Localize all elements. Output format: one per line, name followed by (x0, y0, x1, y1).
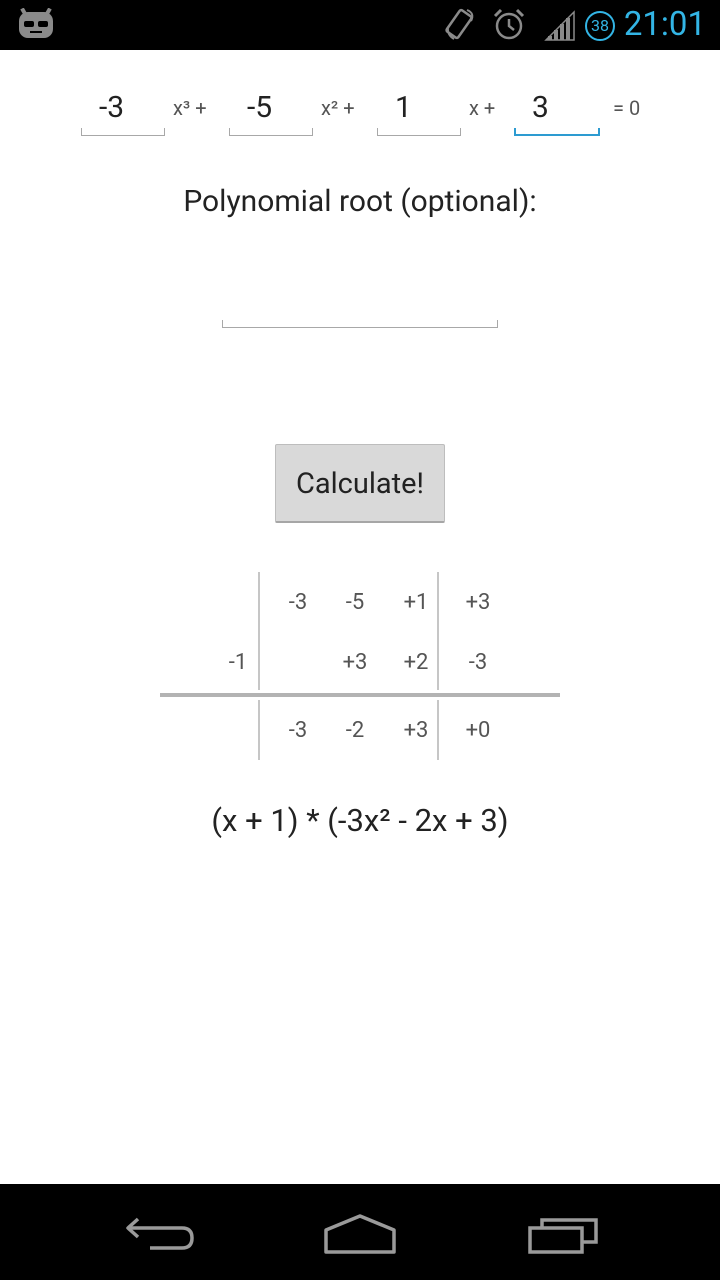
rotation-icon (445, 7, 477, 43)
table-cell: +3 (342, 650, 368, 675)
table-cell: -5 (345, 590, 365, 615)
status-time: 21:01 (623, 5, 706, 44)
signal-icon (544, 10, 576, 42)
input-underline (377, 128, 461, 136)
battery-level: 38 (591, 16, 609, 35)
table-separator (160, 693, 560, 697)
coefficient-x3-input[interactable] (81, 90, 165, 136)
main-content (0, 50, 720, 1184)
term-x1-label: x + (469, 96, 496, 120)
status-bar (0, 0, 720, 50)
calculate-button[interactable]: Calculate! (275, 444, 445, 523)
navigation-bar (0, 1184, 720, 1280)
table-cell: -3 (468, 650, 488, 675)
root-value-cell: -1 (228, 650, 248, 675)
coefficient-x0-input[interactable] (514, 90, 600, 136)
coefficient-x0-value: 3 (532, 90, 549, 125)
alarm-icon (492, 8, 526, 42)
table-cell: +3 (465, 590, 491, 615)
root-input[interactable] (222, 312, 498, 328)
term-x2-label: x² + (321, 96, 355, 120)
coefficient-x1-input[interactable] (377, 90, 461, 136)
home-icon[interactable] (320, 1212, 400, 1256)
table-divider (258, 700, 260, 760)
coefficient-x2-input[interactable] (229, 90, 313, 136)
coefficient-x2-value: -5 (247, 90, 273, 125)
input-underline (81, 128, 165, 136)
table-cell: +2 (403, 650, 429, 675)
equals-zero-label: = 0 (613, 96, 641, 120)
back-icon[interactable] (120, 1214, 200, 1254)
input-underline (229, 128, 313, 136)
coefficient-x3-value: -3 (99, 90, 125, 125)
input-underline-focused (514, 128, 600, 136)
root-label: Polynomial root (optional): (183, 184, 537, 219)
recent-apps-icon[interactable] (524, 1214, 604, 1256)
remainder-cell: +0 (465, 718, 491, 743)
result-cell: -3 (288, 718, 308, 743)
battery-icon (585, 11, 615, 41)
table-cell: +1 (403, 590, 429, 615)
coefficient-x1-value: 1 (395, 90, 412, 125)
cyanogenmod-logo-icon (18, 8, 54, 40)
input-underline (222, 320, 498, 328)
table-cell: -3 (288, 590, 308, 615)
result-cell: -2 (345, 718, 365, 743)
factored-result: (x + 1) * (-3x² - 2x + 3) (211, 802, 509, 839)
term-x3-label: x³ + (173, 96, 207, 120)
result-cell: +3 (403, 718, 429, 743)
